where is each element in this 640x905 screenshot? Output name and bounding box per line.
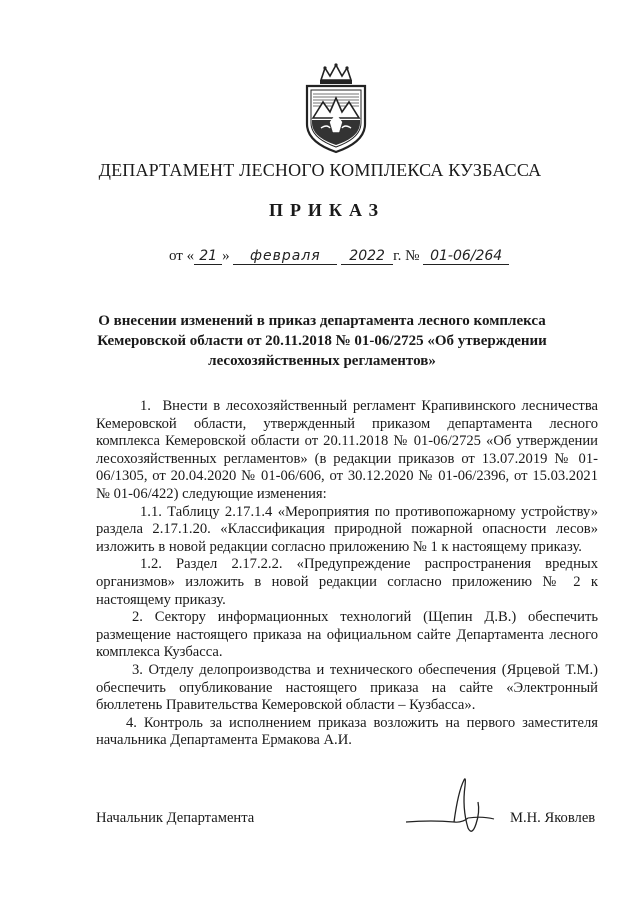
- paragraph-3: 3. Отделу делопроизводства и технического обеспечения (Ярцевой Т.М.) обеспечить опубликование настоящего приказа на сайте «Электронный бюллетень Правительства Кемеровской области – Кузбасса».: [96, 661, 598, 714]
- date-prefix: от «: [169, 248, 195, 264]
- department-title: ДЕПАРТАМЕНТ ЛЕСНОГО КОМПЛЕКСА КУЗБАССА: [98, 160, 542, 180]
- year-suffix-number-label: г. №: [393, 248, 420, 264]
- order-subject: О внесении изменений в приказ департамента лесного комплекса Кемеровской области от 20.11.2018 № 01-06/2725 «Об утверждении лесохозяйственных регламентов»: [97, 313, 547, 369]
- order-date-line: [169, 248, 509, 272]
- paragraph-1-1: 1.1. Таблицу 2.17.1.4 «Мероприятия по противопожарному устройству» раздела 2.17.1.20. «Классификация природной пожарной опасности лесов» изложить в новой редакции согласно приложению № 1 к настоящему приказу.: [96, 503, 598, 555]
- order-number: 01-06/264: [423, 248, 509, 265]
- paragraph-1-2: 1.2. Раздел 2.17.2.2. «Предупреждение распространения вредных организмов» изложить в новой редакции согласно приложению № 2 к настоящему приказу.: [96, 556, 598, 608]
- date-year: 2022: [341, 248, 393, 265]
- order-body: [96, 398, 598, 750]
- signatory-position: Начальник Департамента: [96, 810, 255, 826]
- document-type-title: ПРИКАЗ: [268, 200, 386, 220]
- date-day: 21: [194, 248, 222, 265]
- signatory-name: М.Н. Яковлев: [510, 810, 596, 826]
- handwritten-signature: [402, 772, 502, 842]
- date-quote: »: [222, 248, 230, 264]
- paragraph-1: 1. Внести в лесохозяйственный регламент Крапивинского лесничества Кемеровской области, утвержденный приказом департамента лесного комплекса Кемеровской области от 20.11.2018 № 01-06/2725 «Об утверждении лесохозяйственных регламентов» (в редакции приказов от 13.07.2019 № 01-06/1305, от 20.04.2020 № 01-06/606, от 30.12.2020 № 01-06/2396, от 15.03.2021 № 01-06/422) следующие изменения:: [96, 398, 598, 502]
- coat-of-arms-icon: [299, 62, 373, 156]
- paragraph-4: 4. Контроль за исполнением приказа возложить на первого заместителя начальника Департамента Ермакова А.И.: [96, 714, 598, 749]
- paragraph-2: 2. Сектору информационных технологий (Щепин Д.В.) обеспечить размещение настоящего приказа на официальном сайте Департамента лесного комплекса Кузбасса.: [96, 609, 598, 661]
- date-month: февраля: [233, 248, 337, 265]
